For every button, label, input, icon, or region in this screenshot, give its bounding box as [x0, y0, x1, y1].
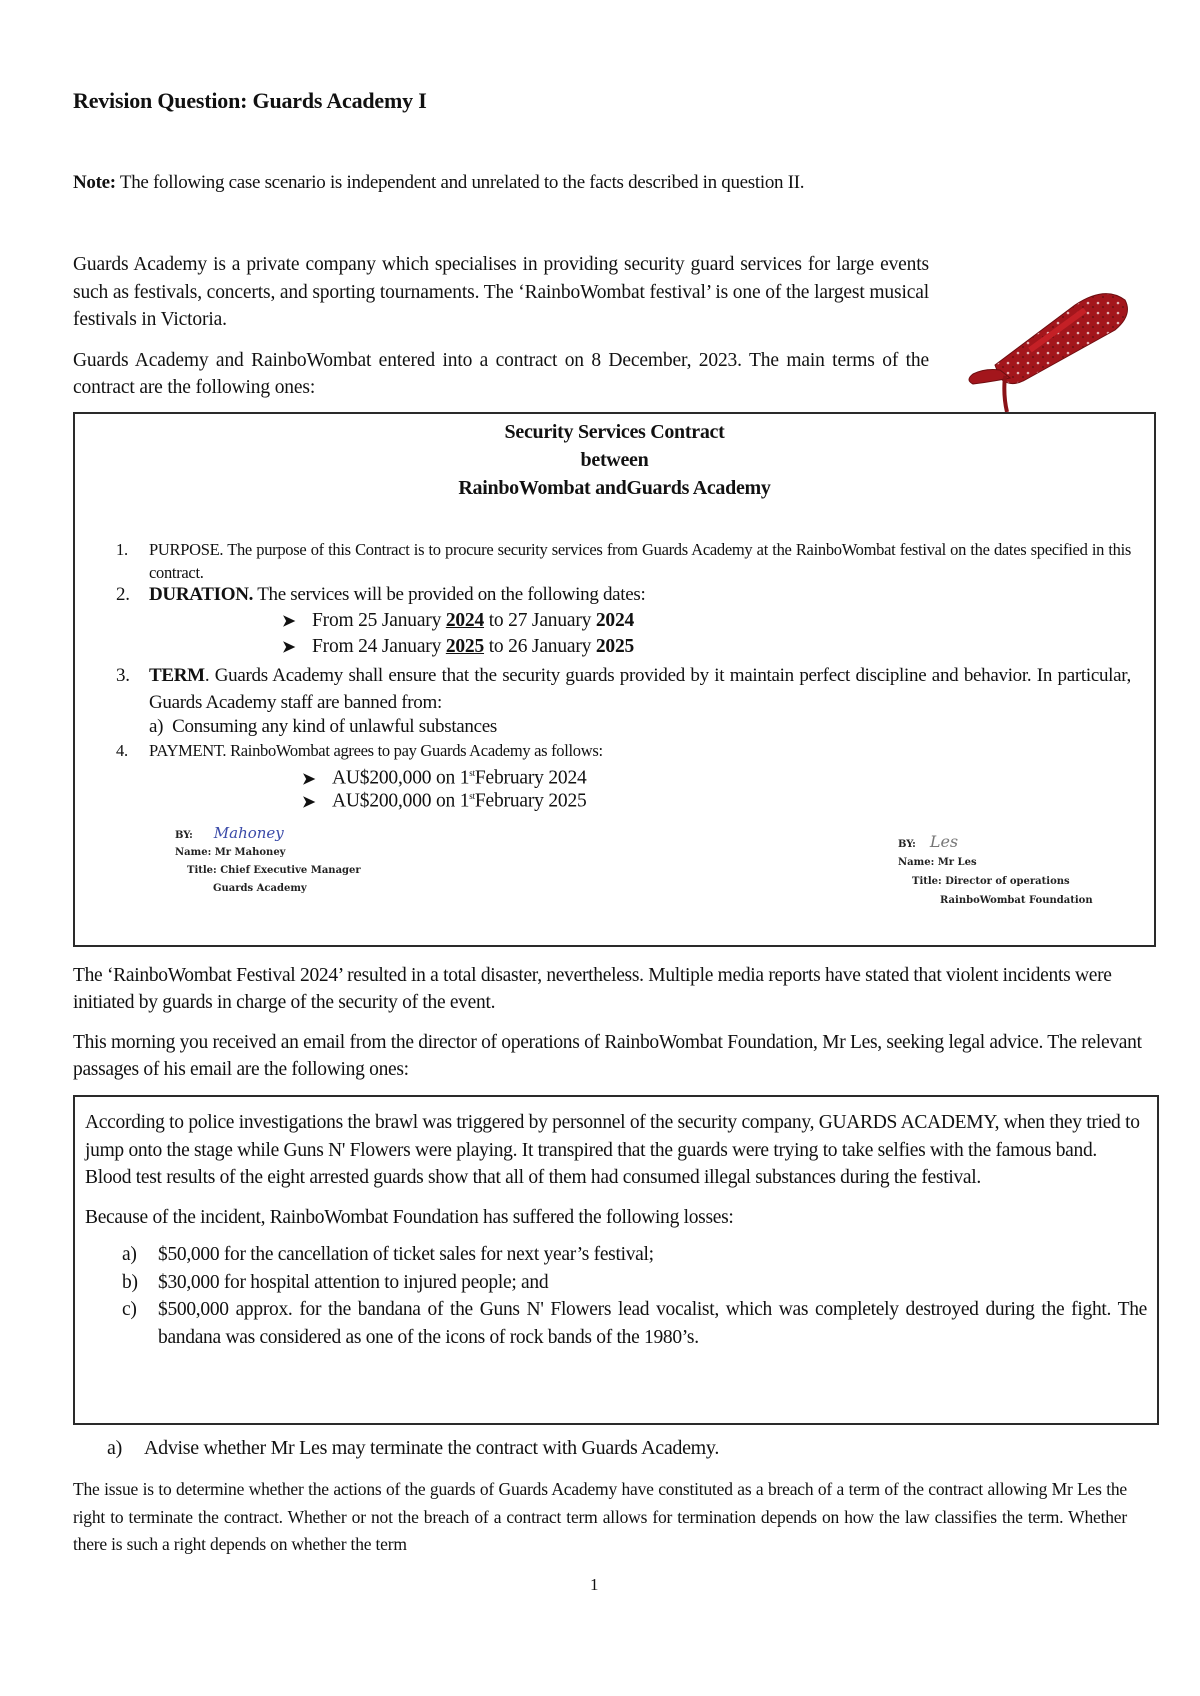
- ordinal-suffix: st: [469, 791, 475, 801]
- signature-block-guards-academy: [175, 826, 361, 896]
- subitem-label: a): [149, 716, 164, 737]
- intro-paragraph: Guards Academy is a private company which specialises in providing security guard services for large events such as festivals, concerts, and sporting tournaments. The ‘RainboWombat festival’ is one of the largest musical festivals in Victoria.: [73, 254, 929, 330]
- loss-text: $50,000 for the cancellation of ticket sales for next year’s festival;: [158, 1244, 654, 1265]
- clause-label: PURPOSE.: [149, 540, 224, 559]
- page-title: Revision Question: Guards Academy I: [73, 88, 427, 113]
- payment-date: February 2024: [474, 767, 587, 789]
- contract-clause-duration: [116, 584, 646, 606]
- clause-number: 1.: [116, 540, 128, 559]
- intro-section: [73, 251, 929, 415]
- question-label: a): [107, 1437, 122, 1459]
- signature-by-label: BY:: [898, 839, 916, 850]
- contract-heading: [75, 418, 1154, 502]
- payment-row: [302, 785, 587, 814]
- date-text: From 25 January: [312, 610, 446, 631]
- arrow-bullet-icon: ➤: [282, 613, 296, 630]
- loss-item: [85, 1241, 1147, 1269]
- date-text: to 27 January: [484, 610, 596, 631]
- question-text: Advise whether Mr Les may terminate the contract with Guards Academy.: [144, 1437, 720, 1459]
- signature-block-rainbowombat: [898, 834, 1093, 908]
- date-year: 2024: [445, 610, 485, 631]
- clause-text: The purpose of this Contract is to procure security services from Guards Academy at the RainboWombat festival on the dates specified in this contract.: [149, 540, 1131, 582]
- intro-paragraph: Guards Academy and RainboWombat entered into a contract on 8 December, 2023. The main terms of the contract are the following ones:: [73, 349, 929, 398]
- case-paragraph: The ‘RainboWombat Festival 2024’ resulted in a total disaster, nevertheless. Multiple media reports have stated that violent incidents were initiated by guards in charge of the security of the event.: [73, 965, 1112, 1013]
- contract-clause-term: [116, 662, 1131, 716]
- clause-text: . Guards Academy shall ensure that the security guards provided by it maintain perfect discipline and behavior. In particular, Guards Academy staff are banned from:: [149, 665, 1131, 713]
- clause-text: RainboWombat agrees to pay Guards Academy as follows:: [230, 741, 603, 760]
- arrow-bullet-icon: ➤: [282, 639, 296, 656]
- email-paragraph: According to police investigations the brawl was triggered by personnel of the security company, GUARDS ACADEMY, when they tried to jump onto the stage while Guns N' Flowers were playing. It transpired that the guards were trying to take selfies with the famous band. Blood test results of the eight arrested guards show that all of them had consumed illegal substances during the festival.: [85, 1112, 1140, 1188]
- term-subitem: [149, 716, 497, 738]
- contract-clause-payment: [116, 739, 603, 762]
- clause-label: TERM: [149, 665, 205, 686]
- loss-label: a): [122, 1244, 137, 1265]
- signatory-title: Title: Director of operations: [912, 876, 1070, 887]
- signature-scrawl: Mahoney: [213, 824, 284, 842]
- date-year: 2025: [595, 636, 635, 657]
- payment-amount: AU$200,000 on 1: [332, 767, 470, 789]
- clause-text: The services will be provided on the following dates:: [257, 584, 646, 605]
- contract-box: [73, 412, 1156, 947]
- contract-heading-line: RainboWombat andGuards Academy: [458, 477, 771, 499]
- note-line: [73, 172, 804, 194]
- email-paragraph: Because of the incident, RainboWombat Foundation has suffered the following losses:: [85, 1206, 734, 1228]
- subitem-text: Consuming any kind of unlawful substances: [172, 716, 497, 737]
- answer-paragraph: The issue is to determine whether the actions of the guards of Guards Academy have constituted as a breach of a term of the contract allowing Mr Les the right to terminate the contract. Whether or not the breach of a contract term allows for termination depends on how the law classifies the term. Whether there is such a right depends on whether the term: [73, 1479, 1127, 1554]
- date-text: From 24 January: [312, 636, 446, 657]
- loss-text: $30,000 for hospital attention to injured people; and: [158, 1271, 549, 1293]
- red-bandana-image: [955, 270, 1135, 415]
- note-text: The following case scenario is independent and unrelated to the facts described in question II.: [119, 172, 805, 193]
- signatory-name: Name: Mr Les: [898, 857, 977, 868]
- date-year: 2025: [445, 636, 485, 657]
- clause-label: PAYMENT.: [149, 741, 227, 760]
- losses-list: [85, 1241, 1147, 1351]
- clause-number: 2.: [116, 584, 130, 605]
- clause-number: 4.: [116, 741, 128, 760]
- signatory-title: Title: Chief Executive Manager: [187, 865, 361, 876]
- loss-item: [85, 1269, 1147, 1297]
- contract-heading-line: between: [580, 449, 649, 471]
- signatory-org: Guards Academy: [213, 883, 307, 894]
- loss-label: c): [122, 1299, 137, 1320]
- arrow-bullet-icon: ➤: [302, 770, 316, 788]
- question-a: [107, 1437, 719, 1460]
- payment-date: February 2025: [474, 790, 587, 812]
- loss-label: b): [122, 1271, 138, 1293]
- ordinal-suffix: st: [469, 768, 475, 778]
- payment-amount: AU$200,000 on 1: [332, 790, 470, 812]
- signature-by-label: BY:: [175, 830, 193, 841]
- clause-number: 3.: [116, 665, 130, 686]
- duration-date-row: [282, 610, 634, 632]
- signatory-org: RainboWombat Foundation: [940, 895, 1093, 906]
- page-number: 1: [590, 1575, 599, 1594]
- signature-scrawl: Les: [929, 832, 959, 851]
- contract-heading-line: Security Services Contract: [504, 421, 725, 443]
- signatory-name: Name: Mr Mahoney: [175, 847, 286, 858]
- note-label: Note:: [73, 172, 116, 193]
- duration-date-row: [282, 636, 634, 658]
- date-text: to 26 January: [484, 636, 596, 657]
- arrow-bullet-icon: ➤: [302, 793, 316, 811]
- loss-text: $500,000 approx. for the bandana of the Guns N' Flowers lead vocalist, which was completely destroyed during the fight. The bandana was considered as one of the icons of rock bands of the 1980’s.: [158, 1299, 1147, 1348]
- case-paragraph: This morning you received an email from the director of operations of RainboWombat Foundation, Mr Les, seeking legal advice. The relevant passages of his email are the following ones:: [73, 1032, 1142, 1080]
- clause-label: DURATION.: [149, 584, 254, 605]
- email-excerpt-box: [73, 1095, 1159, 1425]
- case-facts-section: [73, 962, 1158, 1096]
- date-year: 2024: [595, 610, 635, 631]
- loss-item: [85, 1296, 1147, 1351]
- contract-clause-purpose: [116, 538, 1131, 584]
